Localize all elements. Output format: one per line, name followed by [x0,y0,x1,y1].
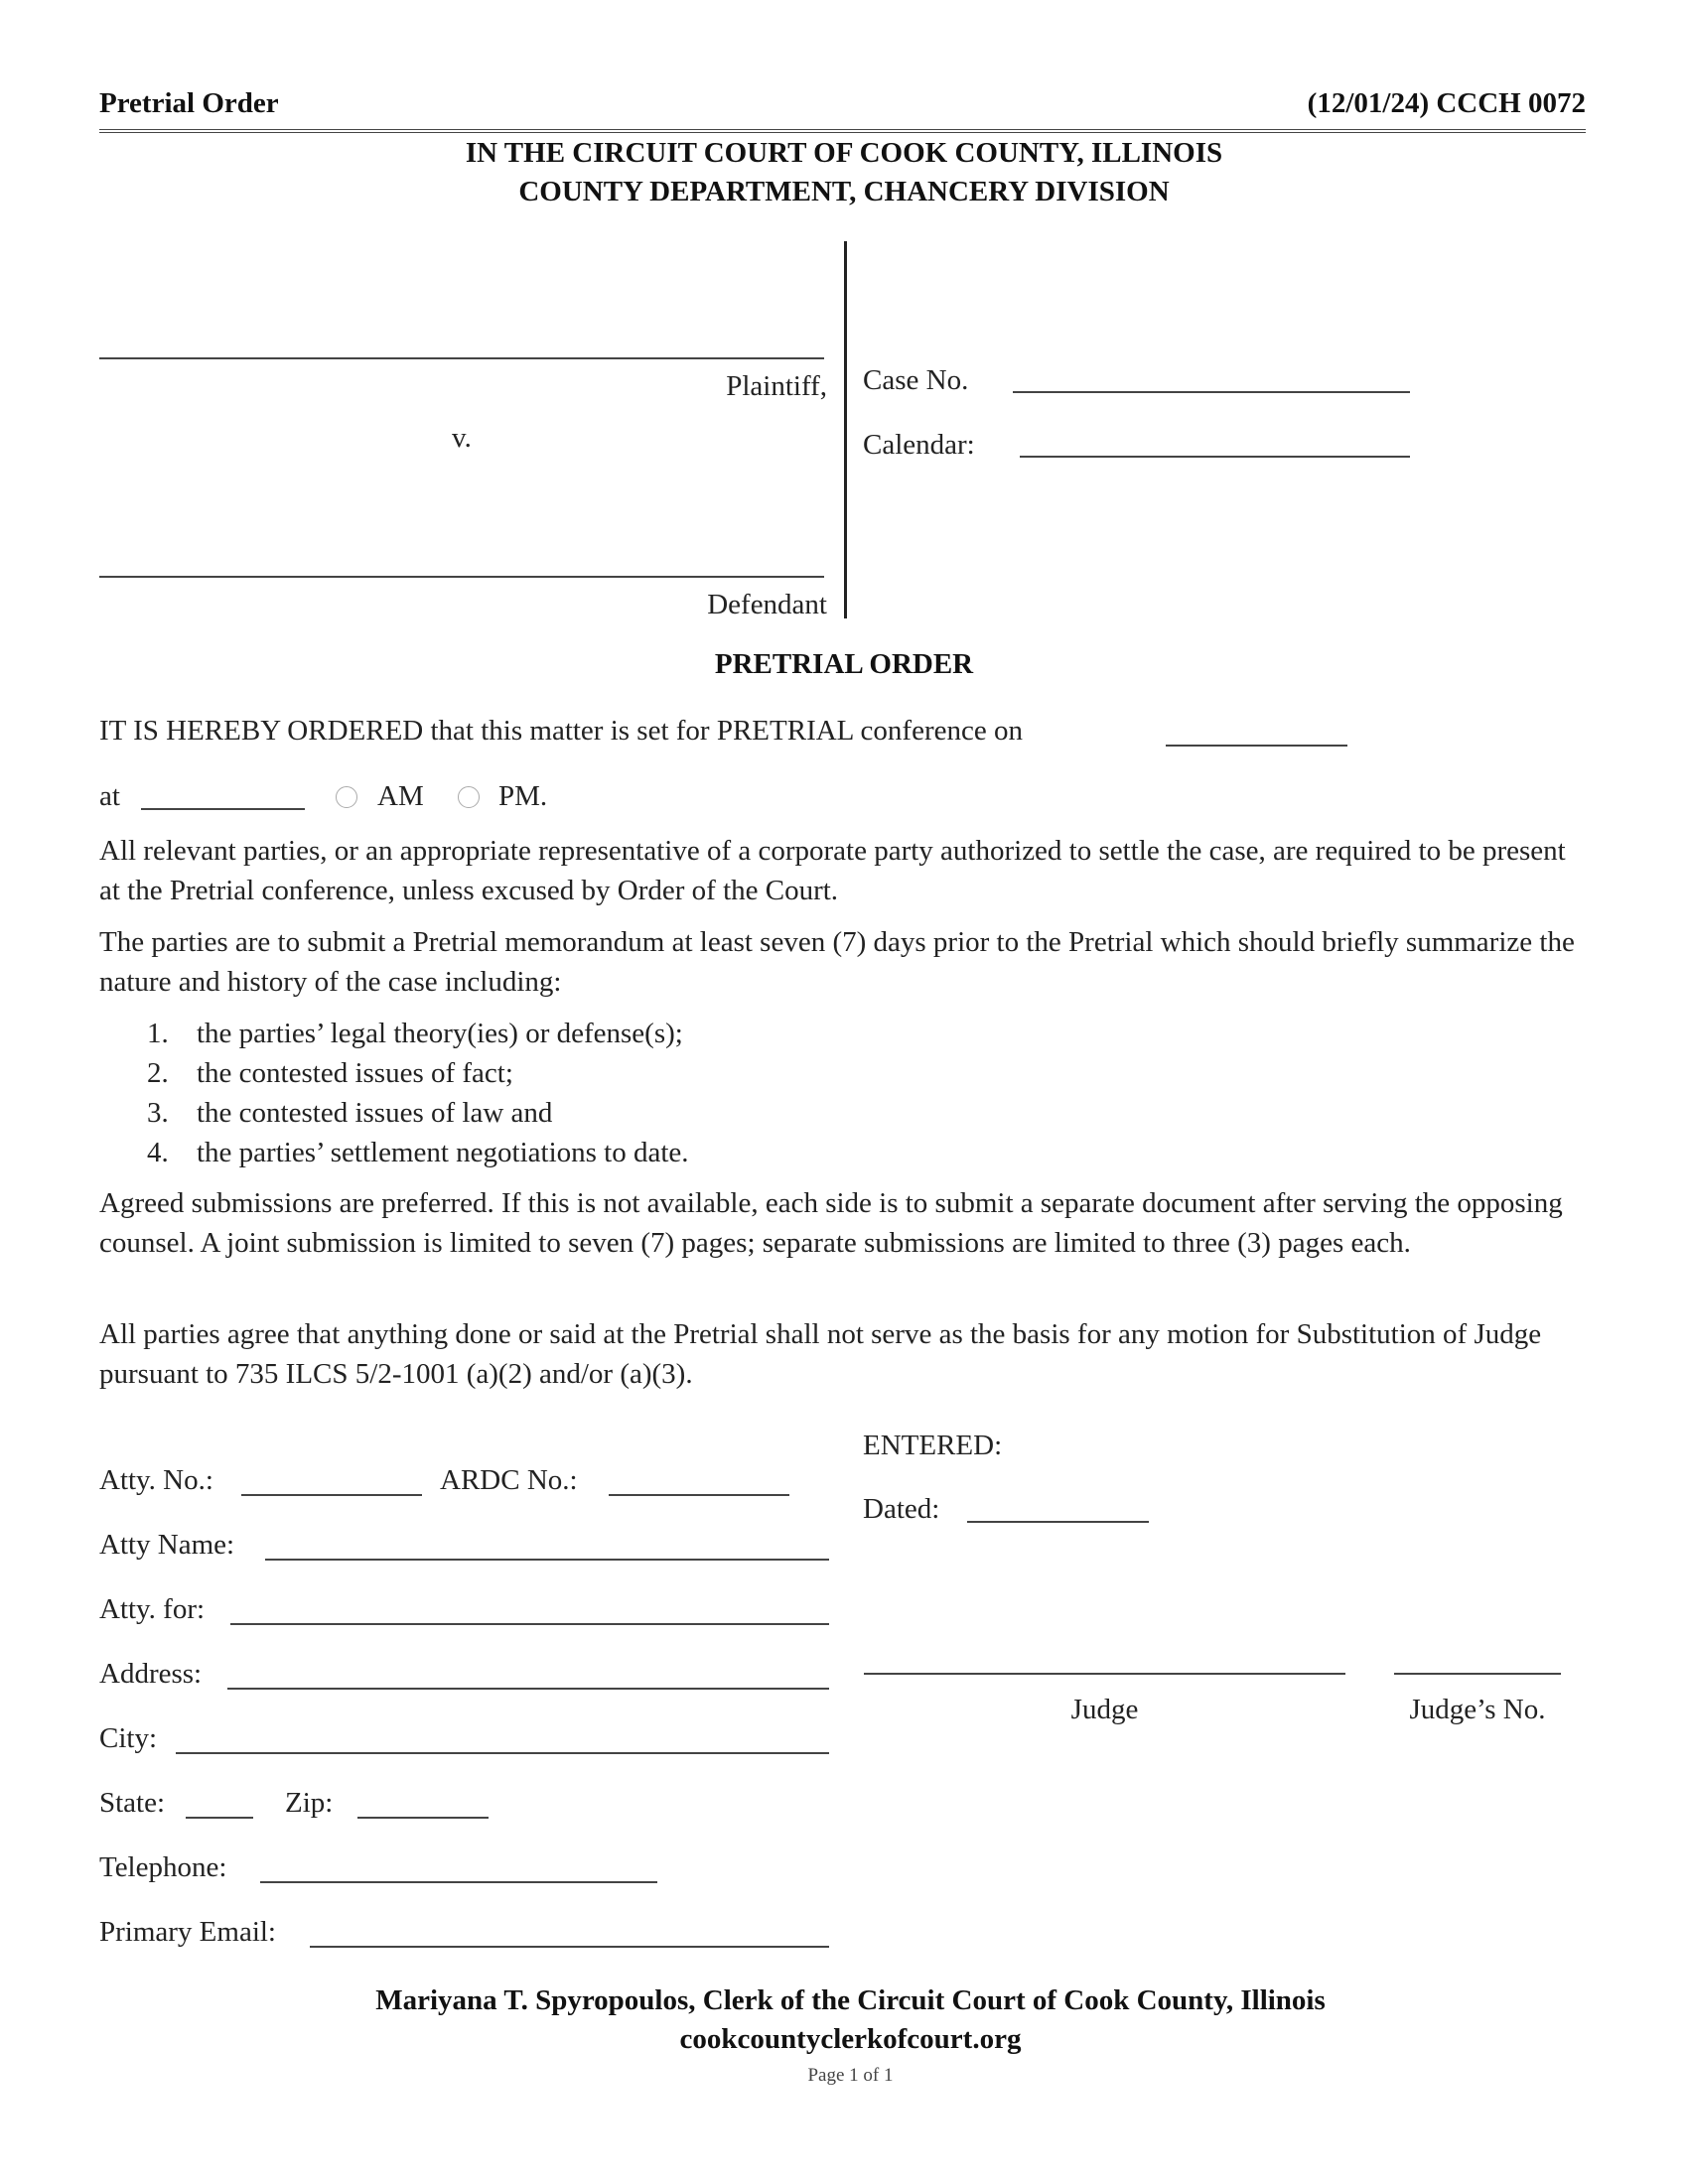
dated-field[interactable] [967,1521,1149,1523]
list-item [147,1133,689,1172]
address-label: Address: [99,1658,203,1690]
calendar-field[interactable] [1020,456,1410,458]
plaintiff-name-field[interactable] [99,357,824,359]
entered-label: ENTERED: [863,1430,1003,1461]
case-no-field[interactable] [1013,391,1410,393]
paragraph-memorandum: The parties are to submit a Pretrial memorandum at least seven (7) days prior to the Pretrial which should briefly summarize the nature and history of the case including: [99,926,1575,998]
email-field[interactable] [310,1946,829,1948]
clerk-footer: Mariyana T. Spyropoulos, Clerk of the Circuit Court of Cook County, Illinois [375,1984,1326,2016]
ardc-no-field[interactable] [609,1494,789,1496]
city-label: City: [99,1722,158,1754]
list-item-number: 2. [147,1057,169,1089]
paragraph-agreed-submissions: Agreed submissions are preferred. If this is not available, each side is to submit a separate document after serving the opposing counsel. A joint submission is limited to seven (7) pages; separate submissions are limited to three (3) pages each. [99,1187,1563,1259]
atty-for-label: Atty. for: [99,1593,206,1625]
atty-no-label: Atty. No.: [99,1464,213,1496]
versus-label: v. [452,422,472,454]
case-no-label: Case No. [863,364,969,396]
am-label: AM [377,780,424,812]
at-label: at [99,780,120,812]
list-item-number: 1. [147,1018,169,1049]
atty-name-label: Atty Name: [99,1529,235,1561]
ardc-no-label: ARDC No.: [440,1464,578,1496]
list-item [147,1014,689,1053]
pm-radio[interactable] [458,786,480,808]
judge-label: Judge [1070,1694,1139,1725]
zip-label: Zip: [285,1787,334,1819]
defendant-name-field[interactable] [99,576,824,578]
pretrial-time-field[interactable] [141,808,305,810]
list-item-text: the contested issues of fact; [197,1057,513,1089]
memorandum-list [147,1014,689,1172]
plaintiff-label: Plaintiff, [726,370,827,402]
defendant-label: Defendant [707,589,827,620]
order-title: PRETRIAL ORDER [714,648,974,680]
telephone-field[interactable] [260,1881,657,1883]
telephone-label: Telephone: [99,1851,227,1883]
dated-label: Dated: [863,1493,940,1525]
paragraph-substitution: All parties agree that anything done or said at the Pretrial shall not serve as the basis for any motion for Substitution of Judge pursuant to 735 ILCS 5/2-1001 (a)(2) and/or (a)(3). [99,1318,1542,1390]
judge-no-field[interactable] [1394,1673,1561,1675]
calendar-label: Calendar: [863,429,975,461]
website-footer: cookcountyclerkofcourt.org [679,2023,1022,2055]
atty-for-field[interactable] [230,1623,829,1625]
list-item-number: 4. [147,1137,169,1168]
list-item-text: the parties’ legal theory(ies) or defense(s); [197,1018,683,1049]
address-field[interactable] [227,1688,829,1690]
header-rule [99,129,1586,133]
list-item [147,1093,689,1133]
form-code: (12/01/24) CCCH 0072 [1307,87,1586,119]
list-item-text: the contested issues of law and [197,1097,553,1129]
atty-name-field[interactable] [265,1559,829,1561]
atty-no-field[interactable] [241,1494,422,1496]
city-field[interactable] [176,1752,829,1754]
list-item-text: the parties’ settlement negotiations to date. [197,1137,689,1168]
form-title: Pretrial Order [99,87,279,119]
court-line-1: IN THE CIRCUIT COURT OF COOK COUNTY, ILLINOIS [465,137,1223,169]
judge-signature-field[interactable] [864,1673,1345,1675]
am-radio[interactable] [336,786,357,808]
page-number: Page 1 of 1 [807,2065,894,2086]
judge-no-label: Judge’s No. [1409,1694,1546,1725]
state-field[interactable] [186,1817,253,1819]
caption-divider [844,241,847,618]
list-item [147,1053,689,1093]
pm-label: PM. [498,780,548,812]
email-label: Primary Email: [99,1916,276,1948]
paragraph-parties-present: All relevant parties, or an appropriate representative of a corporate party authorized to settle the case, are required to be present at the Pretrial conference, unless excused by Order of the Court. [99,835,1566,906]
zip-field[interactable] [357,1817,489,1819]
pretrial-date-field[interactable] [1166,745,1347,747]
court-line-2: COUNTY DEPARTMENT, CHANCERY DIVISION [518,176,1170,207]
order-set-text: IT IS HEREBY ORDERED that this matter is set for PRETRIAL conference on [99,715,1023,747]
list-item-number: 3. [147,1097,169,1129]
state-label: State: [99,1787,166,1819]
